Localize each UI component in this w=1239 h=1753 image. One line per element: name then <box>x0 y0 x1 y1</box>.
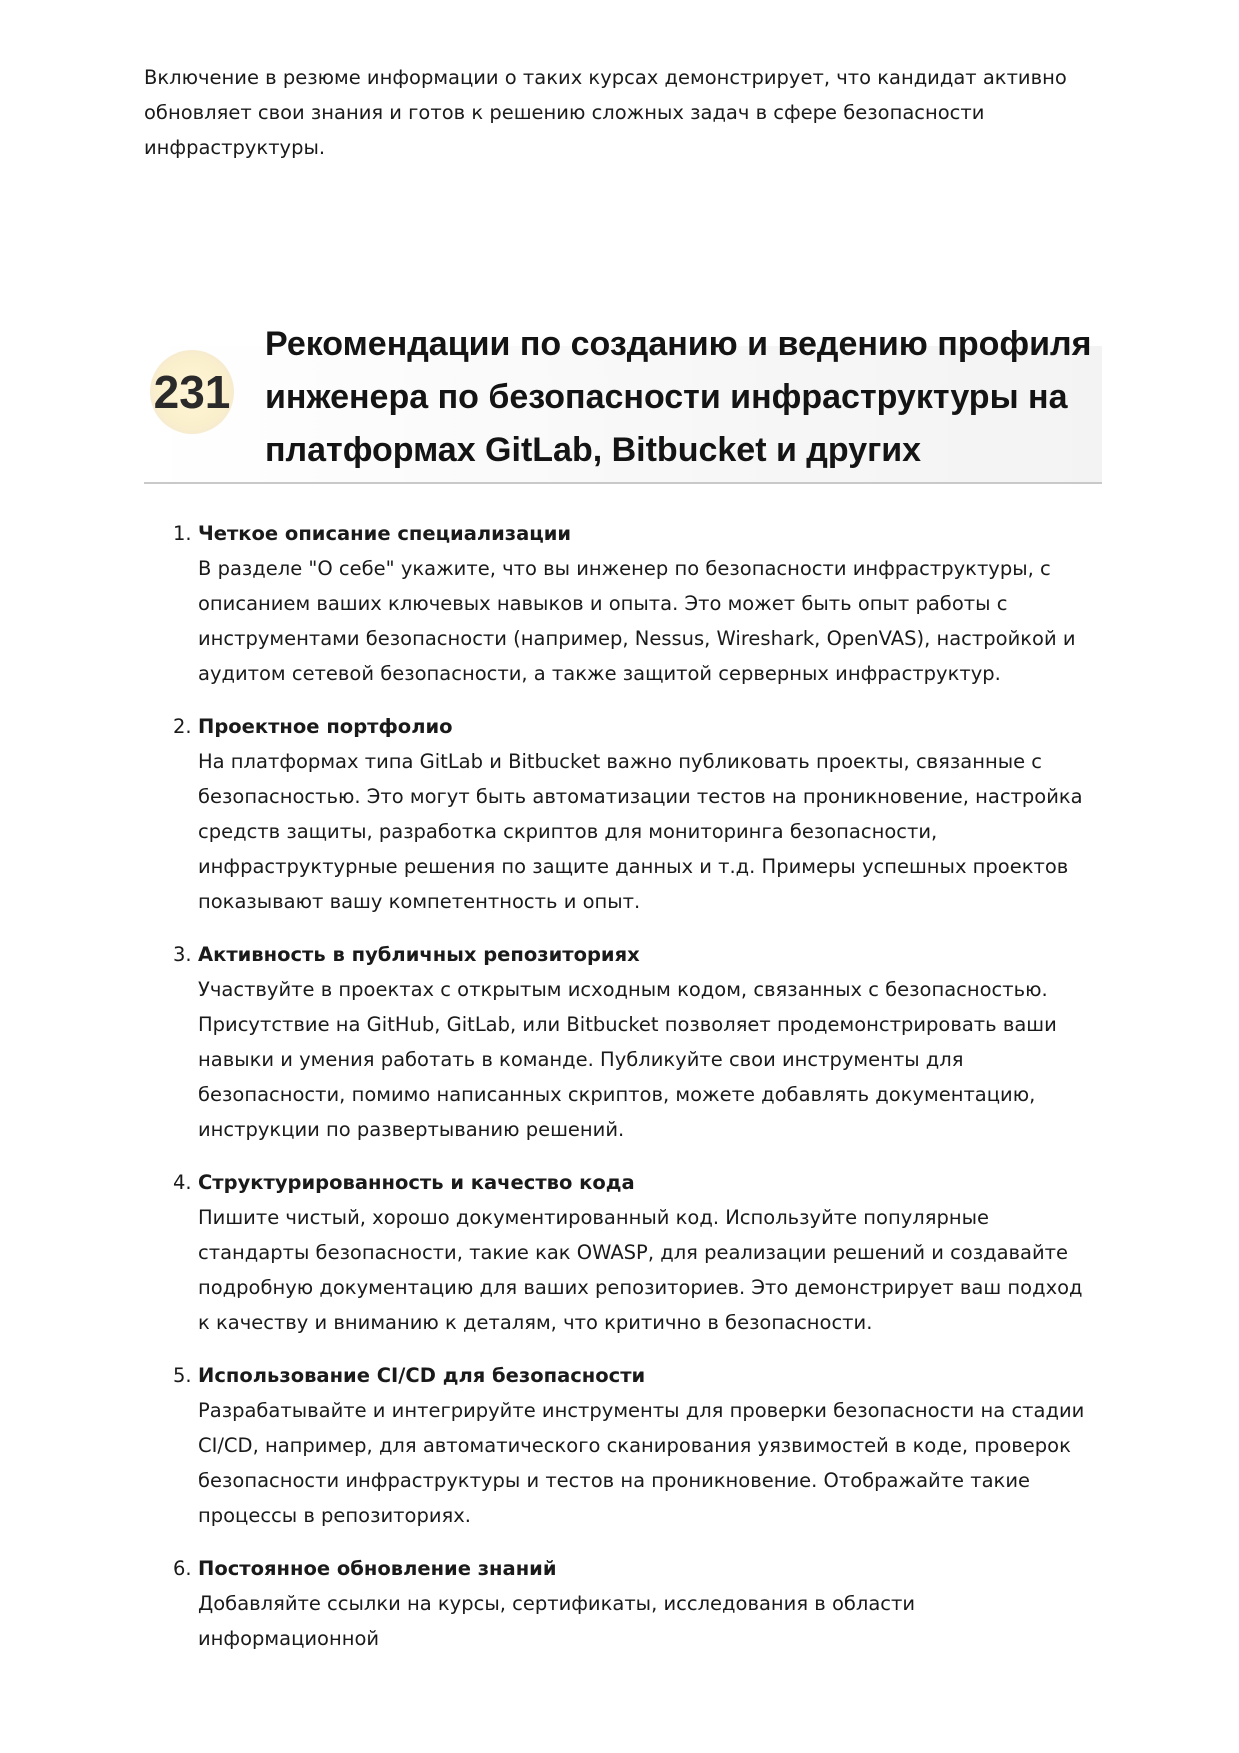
list-item-title: Структурированность и качество кода <box>198 1171 635 1194</box>
list-item-number: 5. <box>173 1364 192 1387</box>
list-item-text: Пишите чистый, хорошо документированный код. Используйте популярные стандарты безопасности, такие как OWASP, для реализации решений и создавайте подробную документацию для ваших репозиториев. Это демонстрирует ваш подход к качеству и вниманию к деталям, что критично в безопасности. <box>198 1206 1083 1334</box>
list-item-title: Активность в публичных репозиториях <box>198 943 640 966</box>
section-number-badge: 231 <box>150 350 234 434</box>
list-item-text: На платформах типа GitLab и Bitbucket важно публиковать проекты, связанные с безопасностью. Это могут быть автоматизации тестов на проникновение, настройка средств защиты, разработка скриптов для мониторинга безопасности, инфраструктурные решения по защите данных и т.д. Примеры успешных проектов показывают вашу компетентность и опыт. <box>198 750 1083 913</box>
list-item <box>144 1165 1094 1340</box>
list-item-text: В разделе "О себе" укажите, что вы инженер по безопасности инфраструктуры, с описанием ваших ключевых навыков и опыта. Это может быть опыт работы с инструментами безопасности (например, Nessus, Wireshark, OpenVAS), настройкой и аудитом сетевой безопасности, а также защитой серверных инфраструктур. <box>198 557 1076 685</box>
section-header <box>144 318 1102 484</box>
list-item-number: 4. <box>173 1171 192 1194</box>
list-item <box>144 709 1094 919</box>
list-item-text: Участвуйте в проектах с открытым исходным кодом, связанных с безопасностью. Присутствие на GitHub, GitLab, или Bitbucket позволяет продемонстрировать ваши навыки и умения работать в команде. Публикуйте свои инструменты для безопасности, помимо написанных скриптов, можете добавлять документацию, инструкции по развертыванию решений. <box>198 978 1057 1141</box>
list-item <box>144 1551 1094 1656</box>
section-title: Рекомендации по созданию и ведению профиля инженера по безопасности инфраструктуры на платформах GitLab, Bitbucket и других <box>265 325 1092 469</box>
list-item <box>144 937 1094 1147</box>
recommendations-list <box>144 516 1094 1674</box>
intro-paragraph: Включение в резюме информации о таких курсах демонстрирует, что кандидат активно обновляет свои знания и готов к решению сложных задач в сфере безопасности инфраструктуры. <box>144 66 1067 159</box>
list-item-text: Разрабатывайте и интегрируйте инструменты для проверки безопасности на стадии CI/CD, например, для автоматического сканирования уязвимостей в коде, проверок безопасности инфраструктуры и тестов на проникновение. Отображайте такие процессы в репозиториях. <box>198 1399 1085 1527</box>
list-item <box>144 516 1094 691</box>
list-item <box>144 1358 1094 1533</box>
list-item-title: Использование CI/CD для безопасности <box>198 1364 646 1387</box>
list-item-number: 2. <box>173 715 192 738</box>
list-item-title: Четкое описание специализации <box>198 522 572 545</box>
list-item-number: 3. <box>173 943 192 966</box>
list-item-title: Проектное портфолио <box>198 715 453 738</box>
list-item-number: 1. <box>173 522 192 545</box>
list-item-title: Постоянное обновление знаний <box>198 1557 557 1580</box>
list-item-text: Добавляйте ссылки на курсы, сертификаты, исследования в области информационной <box>198 1592 916 1650</box>
list-item-number: 6. <box>173 1557 192 1580</box>
